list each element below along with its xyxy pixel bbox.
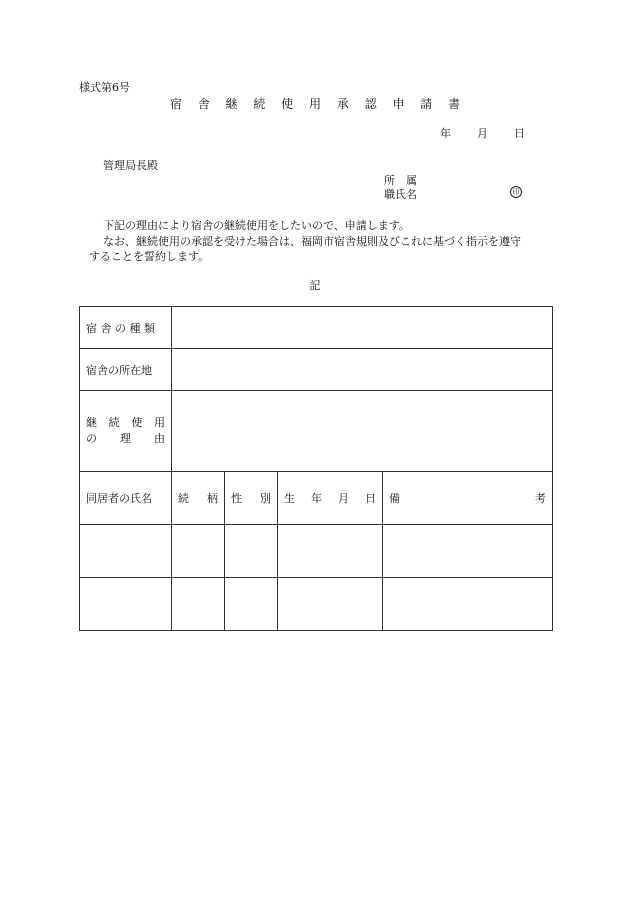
table-row: [80, 578, 553, 631]
affiliation-label: 所 属: [384, 174, 417, 187]
form-title: 宿 舎 継 続 使 用 承 認 申 請 書: [169, 97, 467, 111]
date-day-label: 日: [514, 127, 525, 140]
body-paragraph-1: 下記の理由により宿舎の継続使用をしたいので、申請します。: [103, 219, 410, 232]
name-label: 職氏名: [384, 188, 417, 201]
cohabitant-name-cell[interactable]: [80, 578, 172, 631]
cohabitant-header-row: [80, 472, 553, 525]
gender-cell[interactable]: [225, 525, 278, 578]
table-row: [80, 525, 553, 578]
dormitory-location-label: 宿舎の所在地: [80, 349, 172, 391]
form-number: 様式第6号: [79, 81, 130, 94]
table-row: [80, 307, 553, 349]
table-row: [80, 349, 553, 391]
addressee: 管理局長殿: [103, 159, 158, 172]
dormitory-type-label: 宿 舎 の 種 類: [80, 307, 172, 349]
birthdate-header: 生 年 月 日: [278, 472, 383, 525]
birthdate-cell[interactable]: [278, 578, 383, 631]
body-paragraph-2-line-2: することを誓約します。: [89, 250, 210, 263]
remarks-cell[interactable]: [383, 525, 553, 578]
relationship-cell[interactable]: [172, 578, 225, 631]
date-year-label: 年: [440, 127, 451, 140]
table-row: [80, 391, 553, 472]
date-month-label: 月: [477, 127, 488, 140]
body-paragraph-2-line-1: なお、継続使用の承認を受けた場合は、福岡市宿舎規則及びこれに基づく指示を遵守: [103, 235, 521, 248]
application-table: [79, 306, 553, 631]
cohabitant-name-header: 同居者の氏名: [80, 472, 172, 525]
continued-use-reason-field[interactable]: [172, 391, 553, 472]
gender-cell[interactable]: [225, 578, 278, 631]
ki-heading: 記: [309, 279, 321, 292]
date-line: [440, 125, 525, 141]
birthdate-cell[interactable]: [278, 525, 383, 578]
cohabitant-name-cell[interactable]: [80, 525, 172, 578]
continued-use-reason-label: 継 続 使 用 の 理 由: [80, 391, 172, 472]
remarks-header: 備 考: [383, 472, 553, 525]
dormitory-location-field[interactable]: [172, 349, 553, 391]
gender-header: 性 別: [225, 472, 278, 525]
dormitory-type-field[interactable]: [172, 307, 553, 349]
relationship-header: 続 柄: [172, 472, 225, 525]
remarks-cell[interactable]: [383, 578, 553, 631]
seal-icon: 印: [510, 186, 522, 198]
relationship-cell[interactable]: [172, 525, 225, 578]
